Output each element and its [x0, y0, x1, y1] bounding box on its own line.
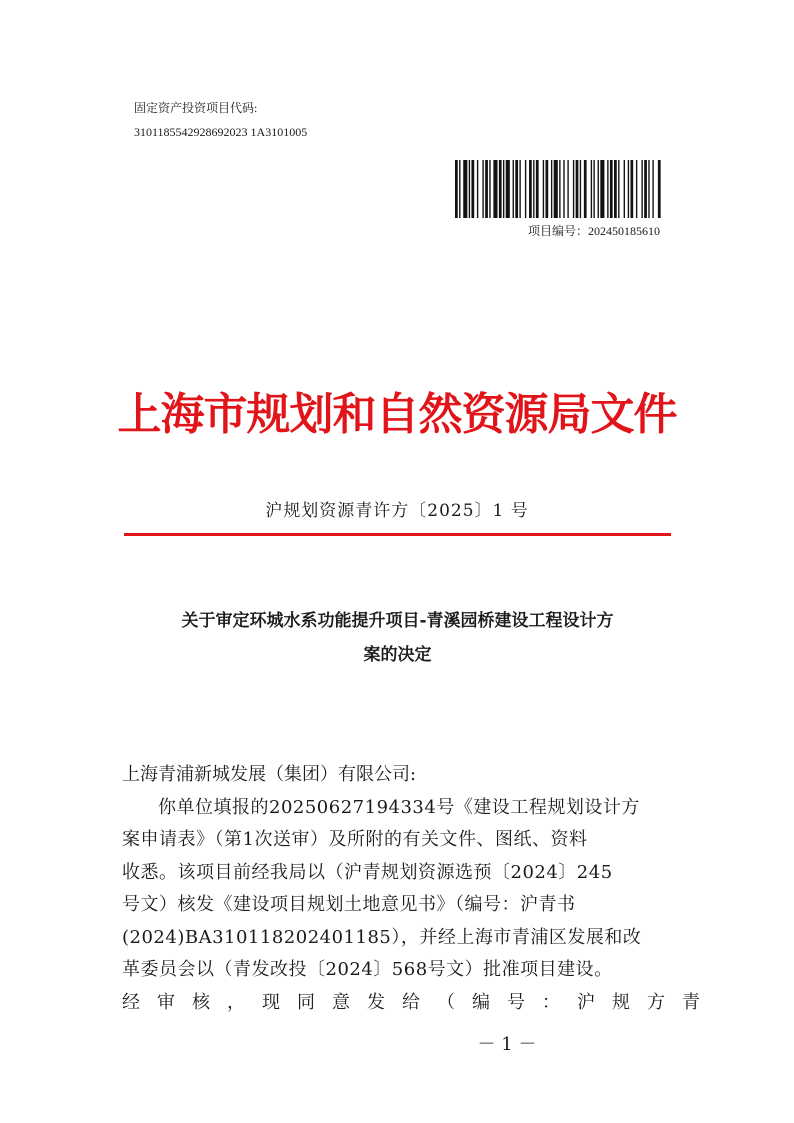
barcode-bar	[506, 160, 510, 218]
barcode-bar	[648, 160, 649, 218]
barcode-bar	[471, 160, 474, 218]
barcode-bar	[610, 160, 613, 218]
barcode-bar	[469, 160, 470, 218]
body-text	[122, 759, 717, 1019]
barcode-bar	[503, 160, 504, 218]
body-line: 号文）核发《建设项目规划土地意见书》（编号：沪青书	[122, 894, 576, 915]
barcode-bar	[628, 160, 629, 218]
document-title	[115, 604, 680, 672]
barcode-bar	[482, 160, 483, 218]
body-line: 你单位填报的20250627194334号《建设工程规划设计方	[158, 796, 640, 818]
document-title-line-1: 关于审定环城水系功能提升项目-青溪园桥建设工程设计方	[181, 611, 614, 631]
barcode-bar	[485, 160, 488, 218]
barcode-bar	[563, 160, 564, 218]
body-line: 收悉。该项目前经我局以（沪青规划资源选预〔2024〕245	[122, 861, 613, 883]
barcode-bar	[607, 160, 608, 218]
barcode-bar	[641, 160, 642, 218]
body-line: 经审核，现同意发给（编号：沪规方青	[122, 991, 717, 1013]
barcode-bar	[529, 160, 532, 218]
barcode-bar	[533, 160, 534, 218]
asset-code-block	[134, 96, 307, 144]
barcode-bar	[463, 160, 467, 218]
barcode-bar	[513, 160, 514, 218]
barcode-bar	[459, 160, 460, 218]
barcode-bar	[624, 160, 625, 218]
barcode-bar	[584, 160, 587, 218]
barcode-image	[455, 160, 662, 218]
body-line: 革委员会以（青发改投〔2024〕568号文）批准项目建设。	[122, 959, 613, 980]
barcode-bar	[519, 160, 520, 218]
barcode-bar	[554, 160, 558, 218]
barcode-bar	[477, 160, 478, 218]
recipient-line: 上海青浦新城发展（集团）有限公司:	[122, 764, 417, 785]
barcode-bar	[652, 160, 653, 218]
barcode-bar	[573, 160, 574, 218]
barcode-bar	[493, 160, 497, 218]
agency-title: 上海市规划和自然资源局文件	[117, 389, 677, 440]
document-title-line-2: 案的决定	[363, 645, 432, 665]
red-divider-line	[124, 533, 671, 536]
barcode-bar	[567, 160, 568, 218]
barcode-bar	[489, 160, 490, 218]
barcode-bar	[525, 160, 526, 218]
barcode-bar	[536, 160, 539, 218]
body-line: 案申请表》（第1次送审）及所附的有关文件、图纸、资料	[122, 829, 588, 850]
barcode-bar	[593, 160, 594, 218]
barcode-bar	[598, 160, 599, 218]
barcode-bar	[515, 160, 518, 218]
barcode-bar	[630, 160, 633, 218]
body-line: (2024)BA310118202401185），并经上海市青浦区发展和改	[122, 926, 642, 948]
asset-code-label: 固定资产投资项目代码:	[134, 101, 258, 115]
barcode-bar	[658, 160, 661, 218]
barcode-bar	[591, 160, 592, 218]
barcode-bar	[636, 160, 637, 218]
barcode-bar	[499, 160, 502, 218]
barcode-bar	[644, 160, 647, 218]
barcode-bar	[614, 160, 617, 218]
document-number: 沪规划资源青许方〔2025〕1 号	[265, 501, 529, 521]
barcode-bar	[543, 160, 544, 218]
barcode-bar	[559, 160, 560, 218]
barcode-bar	[580, 160, 581, 218]
barcode-bar	[576, 160, 579, 218]
barcode-bar	[600, 160, 604, 218]
barcode-bar	[545, 160, 548, 218]
barcode-bar	[455, 160, 458, 218]
barcode-bar	[551, 160, 552, 218]
project-number: 项目编号：202450185610	[527, 224, 660, 238]
page-number: － 1 －	[477, 1034, 537, 1055]
asset-code-value: 3101185542928692023 1A3101005	[134, 125, 308, 139]
barcode-bar	[618, 160, 619, 218]
